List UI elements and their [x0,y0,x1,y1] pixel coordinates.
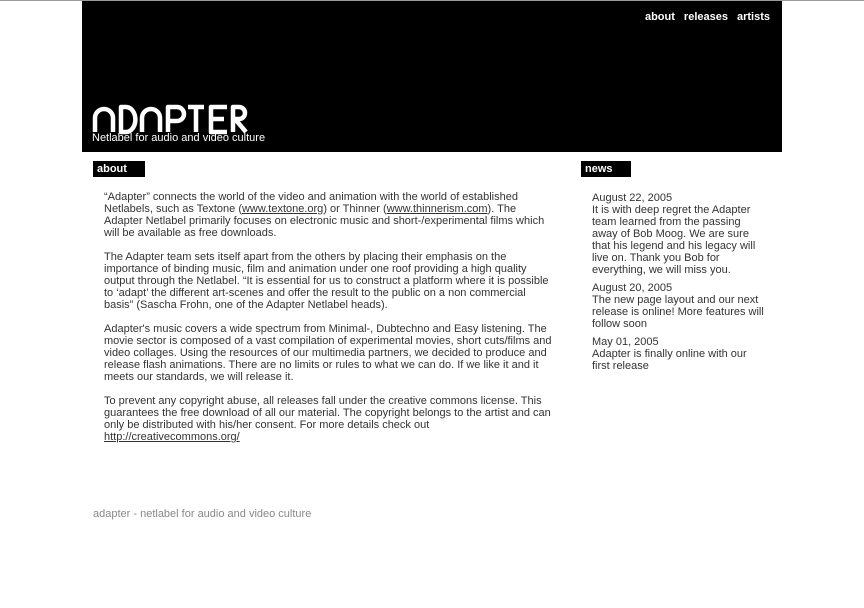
news-text: Adapter is finally online with our first release [592,348,747,372]
news-section-label: news [581,161,631,177]
about-paragraph-1 [104,191,554,239]
adapter-logo[interactable] [92,102,248,136]
footer-text: adapter - netlabel for audio and video culture [93,508,312,520]
nav-about-link[interactable]: about [644,11,675,23]
news-text: It is with deep regret the Adapter team learned from the passing away of Bob Moog. We are sure that his legend and his legacy will live on. Thank you Bob for everything, we will miss you. [592,204,756,276]
top-nav [645,11,770,23]
creativecommons-link[interactable]: http://creativecommons.org/ [104,431,240,443]
news-text: The new page layout and our next release is online! More features will follow soon [592,294,764,330]
nav-artists-link[interactable]: artists [736,11,770,23]
news-date: August 20, 2005 [592,282,673,294]
about-paragraph-2: The Adapter team sets itself apart from the others by placing their emphasis on the importance of binding music, film and animation under one roof providing a high quality output through the Netlabel. “It is essential for us to construct a platform where it is possible to ‘adapt’ the different art-scenes and offer the result to the public on a non commercial basis” (Sascha Frohn, one of the Adapter Netlabel heads). [104,251,549,311]
about-content [104,191,554,455]
about-paragraph-3: Adapter's music covers a wide spectrum from Minimal-, Dubtechno and Easy listening. The movie sector is composed of a vast compilation of experimental movies, short cuts/films and video collages. Using the resources of our multimedia partners, we decided to produce and release flash animations. There are no limits or rules to what we can do. If we like it and it meets our standards, we will release it. [104,323,552,383]
news-list [592,192,764,378]
about-p1-text-b: ) or Thinner ( [323,203,387,215]
about-paragraph-4 [104,395,554,443]
news-item [592,336,764,372]
textone-link[interactable]: www.textone.org [241,203,324,215]
header [82,1,782,152]
about-p1-text-a: “Adapter” connects the world of the video and animation with the world of established Netlabels, such as Textone ( [104,191,518,215]
news-item [592,192,764,276]
news-date: August 22, 2005 [592,192,673,204]
about-section-label: about [93,161,145,177]
about-p4-text: To prevent any copyright abuse, all releases fall under the creative commons license. This guarantees the free download of all our material. The copyright belongs to the artist and can only be distributed with his/her consent. For more details check out [104,395,551,431]
brand-tagline: Netlabel for audio and video culture [92,132,266,144]
news-item [592,282,764,330]
news-date: May 01, 2005 [592,336,659,348]
thinnerism-link[interactable]: www.thinnerism.com [386,203,488,215]
about-p1-text-c: ). The Adapter Netlabel primarily focuses on electronic music and short-/experimental films which will be available as free downloads. [104,203,545,239]
nav-releases-link[interactable]: releases [683,11,728,23]
